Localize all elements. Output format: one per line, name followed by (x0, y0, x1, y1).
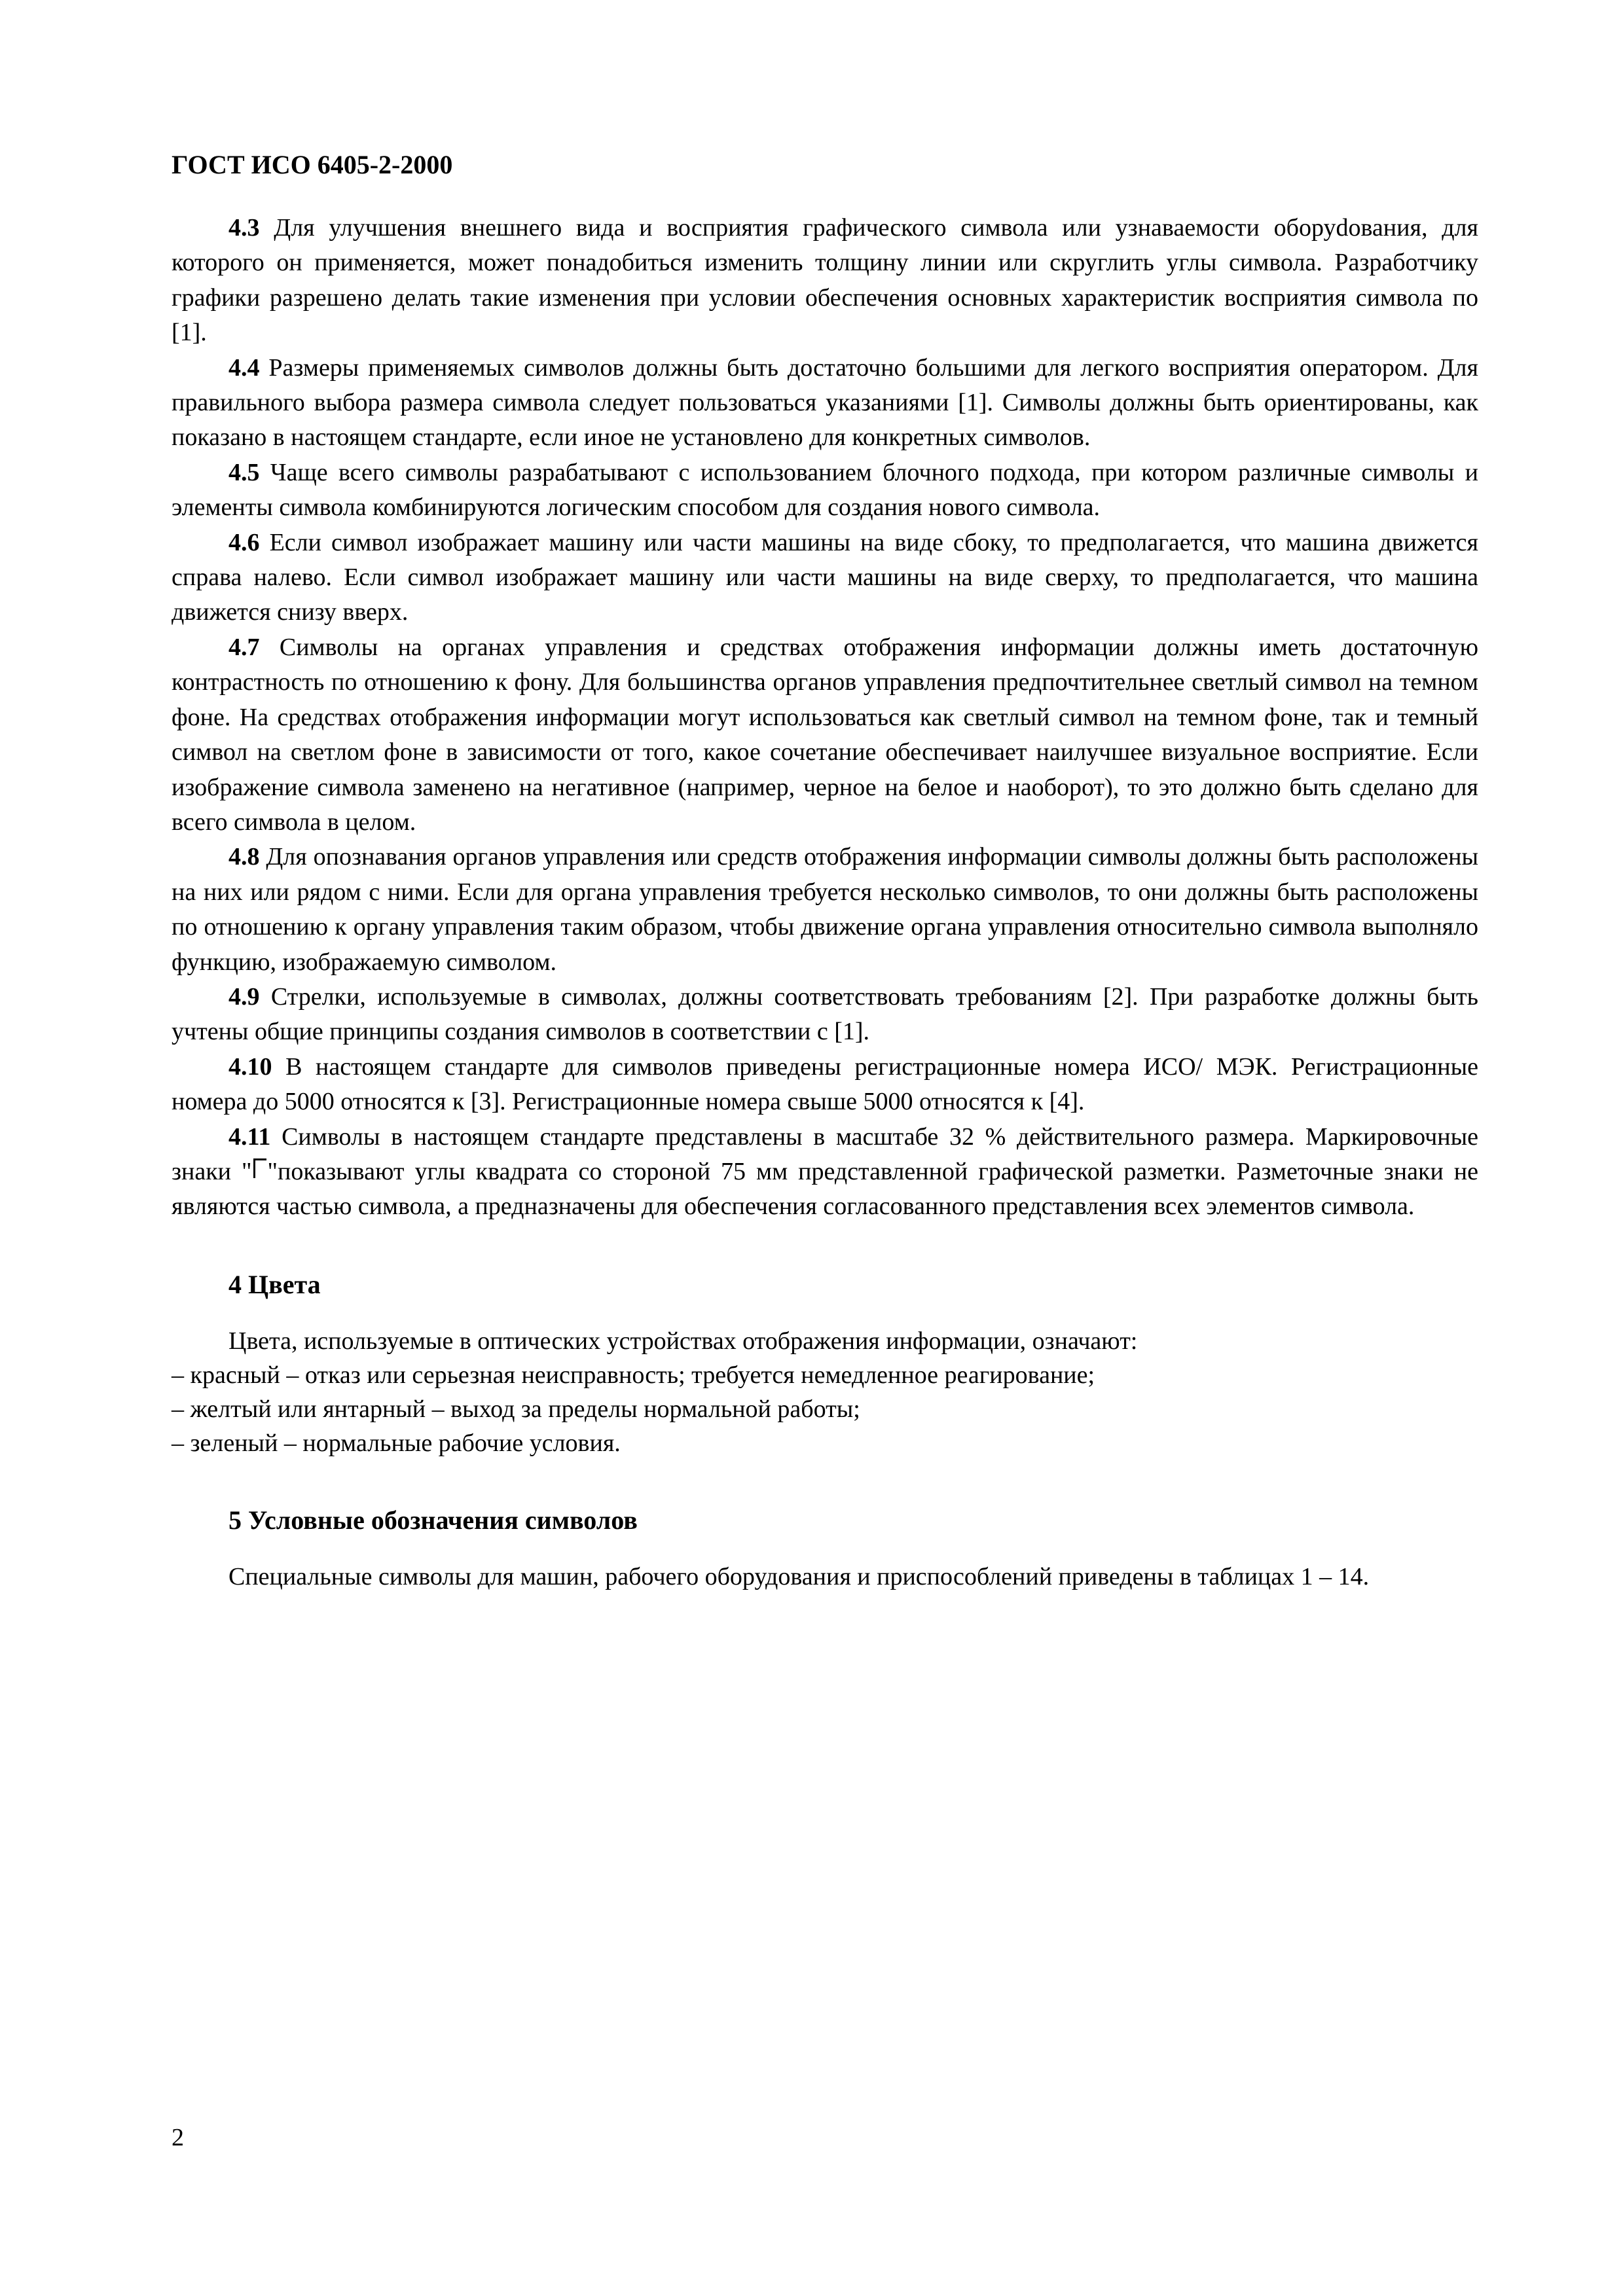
clause-number: 4.8 (228, 843, 260, 871)
clause-number: 4.4 (228, 353, 260, 382)
document-header: ГОСТ ИСО 6405-2-2000 (172, 150, 453, 179)
clause-number: 4.5 (228, 458, 260, 486)
clause-4-4 (172, 351, 1478, 456)
color-item-red: – красный – отказ или серьезная неисправность; требуется немедленное реагирование; (172, 1361, 1095, 1389)
color-item-green: – зеленый – нормальные рабочие условия. (172, 1429, 621, 1457)
clause-text: Чаще всего символы разрабатывают с использованием блочного подхода, при котором различные символы и элементы символа комбинируются логическим способом для создания нового символа. (172, 458, 1478, 522)
document-page (172, 149, 1478, 1594)
colors-intro: Цвета, используемые в оптических устройствах отображения информации, означают: (228, 1327, 1138, 1355)
clause-text: Для улучшения внешнего вида и восприятия графического символа или узнаваемости оборуdования, для которого он применяется, может понадобиться изменить толщину линии или скруглить углы символа. Разработчику графики разрешено делать такие изменения при условии обеспечения основных характеристик восприятия символа по [1]. (172, 214, 1478, 347)
clause-text-before: Символы в настоящем стандарте представлены в масштабе 32 % действительного размера. Маркировочные знаки " (172, 1122, 1478, 1185)
section-heading-colors: 4 Цвета (228, 1269, 321, 1299)
clause-number: 4.9 (228, 982, 260, 1011)
clause-4-8 (172, 840, 1478, 980)
clause-text: Если символ изображает машину или части машины на виде сбоку, то предполагается, что машина движется справа налево. Если символ изображает машину или части машины на виде сверху, то предполагается, что машина движется снизу вверх. (172, 528, 1478, 626)
page-number: 2 (172, 2124, 184, 2151)
clause-4-6 (172, 526, 1478, 630)
clause-text: В настоящем стандарте для символов приведены регистрационные номера ИСО/ МЭК. Регистрационные номера до 5000 относятся к [3]. Регистрационные номера свыше 5000 относятся к [4]. (172, 1052, 1478, 1116)
clause-text: Стрелки, используемые в символах, должны соответствовать требованиям [2]. При разработке должны быть учтены общие принципы создания символов в соответствии с [1]. (172, 982, 1478, 1046)
section5-text: Специальные символы для машин, рабочего оборудования и приспособлений приведены в таблицах 1 – 14. (228, 1562, 1370, 1590)
clause-4-10 (172, 1050, 1478, 1120)
clause-4-7 (172, 630, 1478, 840)
clause-4-3 (172, 211, 1478, 351)
clause-text: Размеры применяемых символов должны быть достаточно большими для легкого восприятия оператором. Для правильного выбора размера символа следует пользоваться указаниями [1]. Символы должны быть ориентированы, как показано в настоящем стандарте, если иное не установлено для конкретных символов. (172, 353, 1478, 452)
clause-number: 4.11 (228, 1122, 271, 1151)
clause-4-5 (172, 456, 1478, 526)
clause-number: 4.3 (228, 214, 260, 242)
corner-mark-icon (253, 1158, 266, 1178)
clause-number: 4.10 (228, 1052, 272, 1081)
clause-number: 4.6 (228, 528, 260, 556)
clause-text-after: "показывают углы квадрата со стороной 75 мм представленной графической разметки. Разметочные знаки не являются частью символа, а предназначены для обеспечения согласованного представления всех элементов символа. (172, 1157, 1479, 1221)
section-heading-symbols: 5 Условные обозначения символов (228, 1505, 638, 1535)
clause-text: Символы на органах управления и средствах отображения информации должны иметь достаточную контрастность по отношению к фону. Для большинства органов управления предпочтительнее светлый символ на темном фоне. На средствах отображения информации могут использоваться как светлый символ на темном фоне, так и темный символ на светлом фоне в зависимости от того, какое сочетание обеспечивает наилучшее визуальное восприятие. Если изображение символа заменено на негативное (например, черное на белое и наоборот), то это должно быть сделано для всего символа в целом. (172, 633, 1478, 836)
color-item-yellow: – желтый или янтарный – выход за пределы нормальной работы; (172, 1395, 860, 1423)
clause-4-9 (172, 980, 1478, 1050)
clause-number: 4.7 (228, 633, 260, 661)
clause-text: Для опознавания органов управления или средств отображения информации символы должны быть расположены на них или рядом с ними. Если для органа управления требуется несколько символов, то они должны быть расположены по отношению к органу управления таким образом, чтобы движение органа управления относительно символа выполняло функцию, изображаемую символом. (172, 843, 1478, 976)
clause-4-11 (172, 1120, 1478, 1225)
